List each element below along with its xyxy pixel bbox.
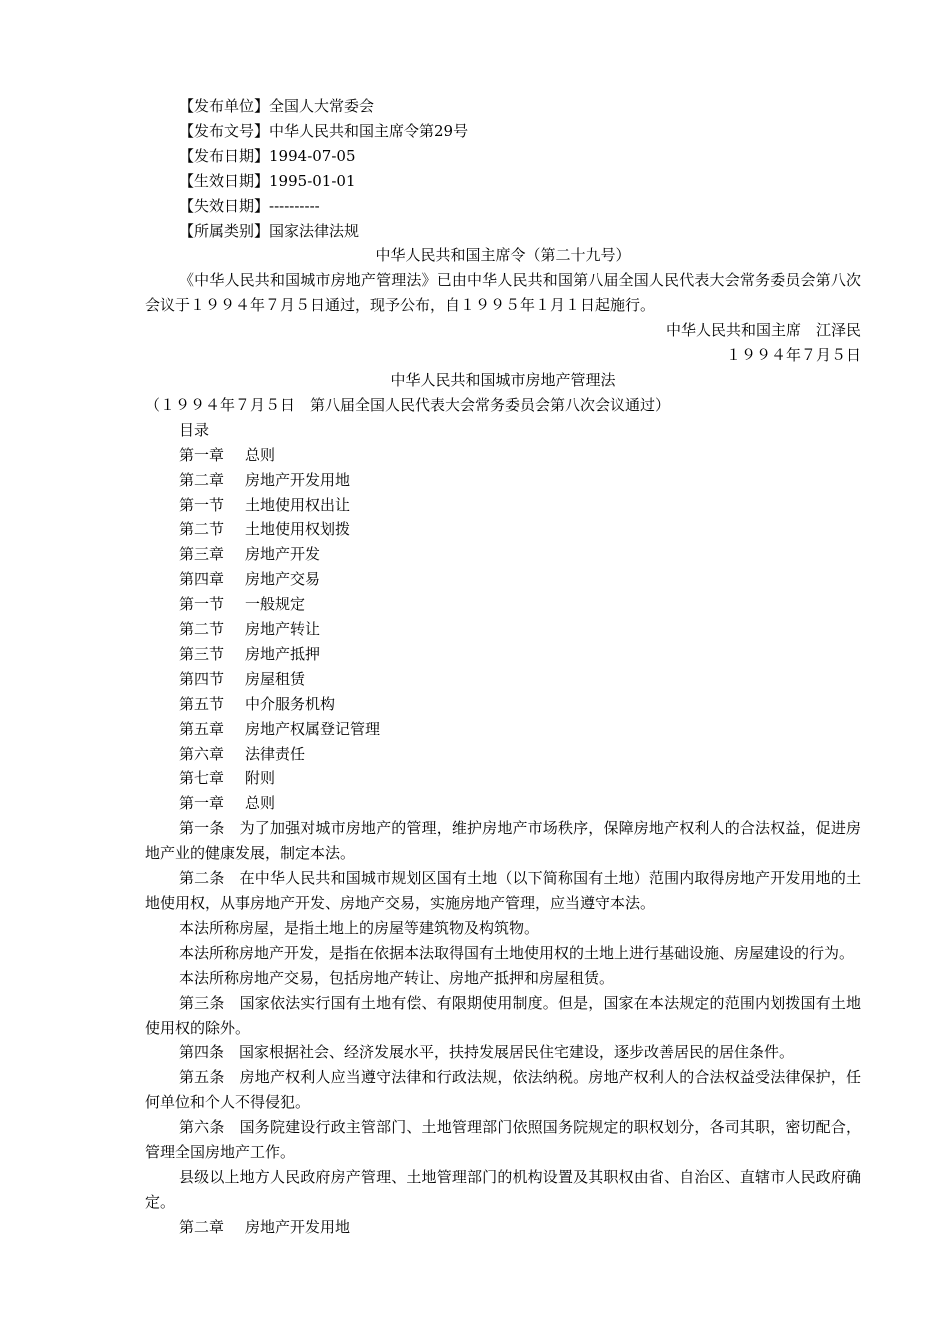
article-number: 第五条 (179, 1068, 225, 1087)
meta-effective-date (145, 169, 861, 194)
toc-item (145, 443, 861, 468)
meta-value: 全国人大常委会 (269, 97, 375, 115)
chapter-title: 房地产开发用地 (245, 1217, 351, 1236)
toc-item (145, 542, 861, 567)
article (145, 1065, 861, 1115)
article-paragraph (145, 941, 861, 966)
toc-number: 第三章 (179, 545, 225, 564)
chapter-heading (145, 791, 861, 816)
article-text: 在中华人民共和国城市规划区国有土地（以下简称国有土地）范围内取得房地产开发用地的土地使用权，从事房地产开发、房地产交易，实施房地产管理，应当遵守本法。 (145, 869, 861, 912)
meta-value: 1995-01-01 (269, 171, 356, 190)
article-text: 为了加强对城市房地产的管理，维护房地产市场秩序，保障房地产权利人的合法权益，促进房地产业的健康发展，制定本法。 (145, 819, 861, 863)
toc-item (145, 468, 861, 493)
toc-number: 第七章 (179, 769, 225, 788)
toc-title: 中介服务机构 (245, 694, 336, 713)
meta-expiry-date (145, 194, 861, 219)
article (145, 1040, 861, 1065)
article-text: 本法所称房地产开发，是指在依据本法取得国有土地使用权的土地上进行基础设施、房屋建设的行为。 (179, 943, 855, 962)
article (145, 991, 861, 1041)
toc-item (145, 642, 861, 667)
toc-item (145, 667, 861, 692)
order-title: 中华人民共和国主席令（第二十九号） (375, 246, 631, 265)
toc-number: 第五章 (179, 719, 225, 738)
toc-number: 第二章 (179, 470, 225, 489)
article-text: 国家依法实行国有土地有偿、有限期使用制度。但是，国家在本法规定的范围内划拨国有土地使用权的除外。 (145, 993, 861, 1037)
article-paragraph (145, 916, 861, 941)
toc-number: 第四章 (179, 570, 225, 589)
toc-number: 第二节 (179, 620, 225, 639)
chapter-heading (145, 1215, 861, 1240)
table-of-contents (145, 443, 861, 792)
meta-label: 【发布单位】 (179, 97, 270, 115)
toc-item (145, 493, 861, 518)
toc-title: 房地产权属登记管理 (245, 719, 381, 738)
meta-issuer (145, 94, 861, 119)
article-paragraph (145, 1165, 861, 1215)
toc-item (145, 766, 861, 791)
toc-title: 房屋租赁 (245, 669, 306, 688)
article-text: 国务院建设行政主管部门、土地管理部门依照国务院规定的职权划分，各司其职，密切配合，管理全国房地产工作。 (145, 1118, 861, 1162)
meta-doc-number (145, 119, 861, 144)
law-subtitle: （１９９４年７月５日 第八届全国人民代表大会常务委员会第八次会议通过） (145, 395, 671, 414)
meta-label: 【失效日期】 (179, 196, 270, 215)
toc-number: 第一章 (179, 445, 225, 464)
toc-number: 第三节 (179, 644, 225, 663)
toc-title: 房地产交易 (245, 570, 321, 589)
article-text: 国家根据社会、经济发展水平，扶持发展居民住宅建设，逐步改善居民的居住条件。 (239, 1043, 795, 1062)
toc-title: 房地产开发用地 (245, 470, 351, 489)
meta-value: 中华人民共和国主席令第29号 (269, 121, 469, 140)
toc-item (145, 517, 861, 542)
toc-title: 房地产转让 (245, 620, 321, 639)
article (145, 1115, 861, 1165)
document-page (145, 94, 861, 1240)
article-number: 第六条 (179, 1118, 225, 1137)
meta-label: 【生效日期】 (179, 171, 270, 190)
article-text: 房地产权利人应当遵守法律和行政法规，依法纳税。房地产权利人的合法权益受法律保护，任何单位和个人不得侵犯。 (145, 1068, 861, 1112)
chapter-number: 第一章 (179, 794, 225, 813)
toc-item (145, 692, 861, 717)
meta-value: 1994-07-05 (269, 146, 356, 165)
article-text: 本法所称房地产交易，包括房地产转让、房地产抵押和房屋租赁。 (179, 968, 615, 987)
toc-title: 法律责任 (245, 744, 306, 763)
meta-publish-date (145, 144, 861, 169)
article (145, 816, 861, 866)
article-paragraph (145, 966, 861, 991)
toc-number: 第四节 (179, 669, 225, 688)
toc-item (145, 717, 861, 742)
toc-item (145, 742, 861, 767)
toc-title: 房地产抵押 (245, 644, 321, 663)
meta-label: 【发布文号】 (179, 121, 270, 140)
toc-title: 总则 (245, 445, 276, 464)
toc-title: 土地使用权划拨 (245, 520, 351, 539)
meta-label: 【发布日期】 (179, 146, 270, 165)
meta-value: 国家法律法规 (269, 221, 360, 240)
toc-number: 第一节 (179, 595, 225, 614)
sign-date: １９９４年７月５日 (725, 346, 861, 365)
toc-item (145, 617, 861, 642)
article (145, 866, 861, 916)
article-number: 第二条 (179, 869, 225, 888)
meta-label: 【所属类别】 (179, 221, 270, 240)
article-text: 本法所称房屋，是指土地上的房屋等建筑物及构筑物。 (179, 918, 540, 937)
toc-title: 房地产开发 (245, 545, 321, 564)
chapter-number: 第二章 (179, 1217, 225, 1236)
meta-value: ---------- (269, 196, 320, 215)
toc-item (145, 592, 861, 617)
toc-number: 第一节 (179, 495, 225, 514)
order-body: 《中华人民共和国城市房地产管理法》已由中华人民共和国第八届全国人民代表大会常务委员会第八次会议于１９９４年７月５日通过，现予公布，自１９９５年１月１日起施行。 (145, 271, 861, 315)
article-number: 第三条 (179, 993, 225, 1012)
toc-number: 第六章 (179, 744, 225, 763)
toc-title: 土地使用权出让 (245, 495, 351, 514)
toc-number: 第五节 (179, 694, 225, 713)
chapter-title: 总则 (245, 794, 276, 813)
article-text: 县级以上地方人民政府房产管理、土地管理部门的机构设置及其职权由省、自治区、直辖市人民政府确定。 (145, 1167, 861, 1211)
toc-item (145, 567, 861, 592)
toc-number: 第二节 (179, 520, 225, 539)
article-number: 第一条 (179, 819, 225, 838)
meta-category (145, 219, 861, 244)
toc-heading: 目录 (179, 420, 210, 439)
signature: 中华人民共和国主席 江泽民 (665, 321, 861, 340)
law-title: 中华人民共和国城市房地产管理法 (390, 370, 616, 389)
article-number: 第四条 (179, 1043, 225, 1062)
toc-title: 一般规定 (245, 595, 306, 614)
toc-title: 附则 (245, 769, 276, 788)
